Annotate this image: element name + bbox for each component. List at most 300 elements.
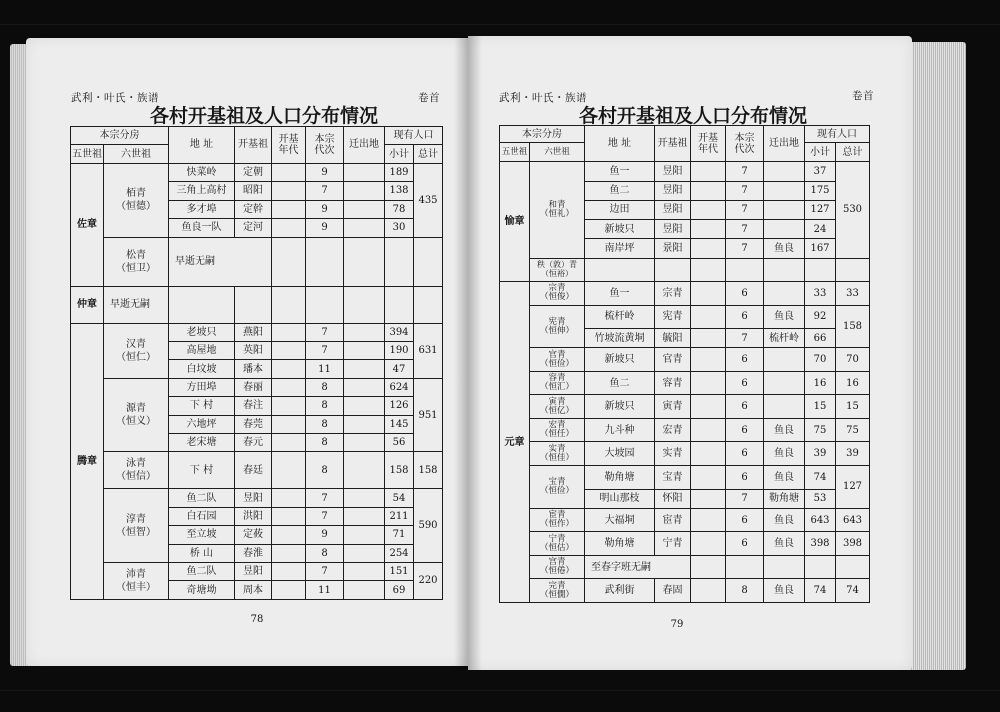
founder-cell: 春淮 — [235, 544, 272, 562]
subtotal-cell: 398 — [805, 532, 836, 556]
generation-cell: 7 — [306, 562, 344, 580]
header-population: 现有人口 — [385, 127, 443, 145]
generation-cell — [306, 237, 344, 286]
subtotal-cell: 56 — [385, 434, 414, 452]
founder-cell: 昱阳 — [235, 489, 272, 507]
total-cell: 631 — [414, 323, 443, 378]
header-moved-to: 迁出地 — [764, 126, 805, 162]
founder-cell: 昱阳 — [235, 562, 272, 580]
empty-cell — [235, 286, 272, 323]
founder-cell: 春莞 — [235, 415, 272, 433]
generation-cell: 9 — [306, 526, 344, 544]
moved-to-cell: 鱼良 — [764, 465, 805, 489]
running-title-left: 武利・叶氏・族谱 — [71, 92, 159, 104]
header-gen5: 五世祖 — [71, 145, 104, 163]
founder-cell: 春廷 — [235, 452, 272, 489]
address-cell: 白坟坡 — [169, 360, 235, 378]
moved-to-cell — [344, 526, 385, 544]
header-address: 地 址 — [169, 127, 235, 164]
moved-to-cell — [344, 452, 385, 489]
generation-cell: 7 — [306, 323, 344, 341]
generation-cell: 11 — [306, 360, 344, 378]
address-cell: 梳杆岭 — [585, 305, 655, 329]
era-cell — [272, 434, 306, 452]
era-cell — [691, 305, 726, 329]
table-row — [500, 418, 870, 442]
subtotal-cell: 66 — [805, 329, 836, 348]
address-cell: 新坡只 — [585, 220, 655, 239]
moved-to-cell — [344, 489, 385, 507]
generation-cell: 9 — [306, 219, 344, 237]
address-cell: 至春字班无嗣 — [585, 555, 691, 579]
header-subtotal: 小计 — [385, 145, 414, 163]
subtotal-cell: 74 — [805, 579, 836, 603]
moved-to-cell — [344, 341, 385, 359]
no-heir-note-cell: 早逝无嗣 — [104, 286, 169, 323]
moved-to-cell — [764, 200, 805, 219]
subtotal-cell: 254 — [385, 544, 414, 562]
subtotal-cell: 74 — [805, 465, 836, 489]
table-wood-seam — [0, 690, 1000, 691]
subtotal-cell: 624 — [385, 378, 414, 396]
moved-to-cell: 勒角塘 — [764, 489, 805, 508]
header-moved-to: 迁出地 — [344, 127, 385, 164]
moved-to-cell — [344, 415, 385, 433]
address-cell: 快菜岭 — [169, 163, 235, 181]
address-cell: 勒角塘 — [585, 532, 655, 556]
address-cell: 武利街 — [585, 579, 655, 603]
header-population: 现有人口 — [805, 126, 870, 143]
generation-cell: 6 — [726, 395, 764, 419]
subtotal-cell: 78 — [385, 200, 414, 218]
empty-cell — [169, 286, 235, 323]
subtotal-cell: 127 — [805, 200, 836, 219]
generation-cell: 6 — [726, 348, 764, 372]
generation-cell: 6 — [726, 371, 764, 395]
founder-cell: 官青 — [655, 348, 691, 372]
total-cell: 220 — [414, 562, 443, 599]
era-cell — [272, 163, 306, 181]
subtotal-cell: 37 — [805, 162, 836, 181]
moved-to-cell — [344, 163, 385, 181]
moved-to-cell — [344, 434, 385, 452]
address-cell: 奇塘坳 — [169, 581, 235, 600]
empty-cell — [385, 286, 414, 323]
address-cell: 勒角塘 — [585, 465, 655, 489]
table-row — [500, 258, 870, 282]
moved-to-cell: 梳杆岭 — [764, 329, 805, 348]
table-row — [500, 282, 870, 306]
total-cell — [836, 258, 870, 282]
generation-cell: 6 — [726, 418, 764, 442]
empty-cell — [344, 286, 385, 323]
subtotal-cell: 69 — [385, 581, 414, 600]
right-page-edges — [908, 42, 966, 670]
era-cell — [272, 219, 306, 237]
generation-cell — [726, 258, 764, 282]
moved-to-cell: 鱼良 — [764, 579, 805, 603]
moved-to-cell — [344, 323, 385, 341]
page-number-right: 79 — [670, 619, 684, 630]
generation-cell: 6 — [726, 282, 764, 306]
subtotal-cell: 145 — [385, 415, 414, 433]
era-cell — [272, 581, 306, 600]
table-row — [500, 348, 870, 372]
subtotal-cell: 175 — [805, 181, 836, 200]
generation-cell: 7 — [306, 341, 344, 359]
generation-cell: 7 — [306, 182, 344, 200]
era-cell — [691, 418, 726, 442]
address-cell: 鱼二 — [585, 371, 655, 395]
era-cell — [272, 544, 306, 562]
generation-cell: 7 — [726, 239, 764, 258]
era-cell — [691, 162, 726, 181]
founder-cell: 昱阳 — [655, 220, 691, 239]
generation-cell: 7 — [726, 162, 764, 181]
table-row — [500, 371, 870, 395]
address-cell: 鱼二 — [585, 181, 655, 200]
moved-to-cell — [764, 555, 805, 579]
total-cell: 643 — [836, 508, 870, 532]
address-cell: 至立坡 — [169, 526, 235, 544]
founder-cell: 宏青 — [655, 418, 691, 442]
running-title-right: 武利・叶氏・族谱 — [499, 92, 587, 104]
generation-cell: 11 — [306, 581, 344, 600]
era-cell — [691, 239, 726, 258]
founder-cell: 昱阳 — [655, 181, 691, 200]
header-generation: 本宗 代次 — [306, 127, 344, 164]
founder-cell: 春固 — [655, 579, 691, 603]
address-cell: 鱼一 — [585, 282, 655, 306]
era-cell — [691, 371, 726, 395]
gen6-ancestor-cell: 汉青 （恒仁） — [104, 323, 169, 378]
total-cell: 15 — [836, 395, 870, 419]
generation-cell: 7 — [726, 220, 764, 239]
era-cell — [272, 507, 306, 525]
generation-cell: 7 — [726, 181, 764, 200]
founder-cell: 周本 — [235, 581, 272, 600]
address-cell: 六地坪 — [169, 415, 235, 433]
era-cell — [272, 237, 306, 286]
address-cell: 多才埠 — [169, 200, 235, 218]
address-cell: 边田 — [585, 200, 655, 219]
era-cell — [691, 532, 726, 556]
gen6-ancestor-cell: 宦青 （恒作） — [530, 508, 585, 532]
gen6-ancestor-cell: 源青 （恒义） — [104, 378, 169, 452]
subtotal-cell: 47 — [385, 360, 414, 378]
table-row — [500, 162, 870, 181]
total-cell: 951 — [414, 378, 443, 452]
subtotal-cell: 54 — [385, 489, 414, 507]
table-row — [71, 286, 443, 323]
address-cell: 下 村 — [169, 397, 235, 415]
gen5-ancestor-cell: 佐章 — [71, 163, 104, 286]
moved-to-cell — [764, 162, 805, 181]
generation-cell: 8 — [306, 415, 344, 433]
total-cell: 16 — [836, 371, 870, 395]
founder-cell: 昱阳 — [655, 162, 691, 181]
subtotal-cell — [805, 555, 836, 579]
founder-cell: 宝青 — [655, 465, 691, 489]
subtotal-cell: 643 — [805, 508, 836, 532]
subtotal-cell: 138 — [385, 182, 414, 200]
total-cell: 158 — [836, 305, 870, 348]
moved-to-cell — [344, 237, 385, 286]
subtotal-cell: 158 — [385, 452, 414, 489]
page-title-right: 各村开基祖及人口分布情况 — [578, 105, 807, 127]
founder-cell: 春元 — [235, 434, 272, 452]
total-cell: 435 — [414, 163, 443, 237]
moved-to-cell — [764, 371, 805, 395]
era-cell — [691, 465, 726, 489]
moved-to-cell: 鱼良 — [764, 418, 805, 442]
gen5-ancestor-cell: 腾章 — [71, 323, 104, 600]
generation-cell: 8 — [306, 378, 344, 396]
era-cell — [272, 360, 306, 378]
address-cell: 早逝无嗣 — [169, 237, 272, 286]
table-row — [500, 395, 870, 419]
moved-to-cell — [344, 182, 385, 200]
gen6-ancestor-cell: 淳青 （恒智） — [104, 489, 169, 563]
subtotal-cell: 16 — [805, 371, 836, 395]
header-founder: 开基祖 — [235, 127, 272, 164]
table-row — [71, 163, 443, 181]
subtotal-cell: 75 — [805, 418, 836, 442]
era-cell — [272, 489, 306, 507]
address-cell: 大坡园 — [585, 442, 655, 466]
subtotal-cell: 190 — [385, 341, 414, 359]
address-cell: 下 村 — [169, 452, 235, 489]
gen6-ancestor-cell: 官青 （恒俭） — [530, 348, 585, 372]
moved-to-cell — [764, 258, 805, 282]
era-cell — [691, 442, 726, 466]
table-row — [500, 442, 870, 466]
founder-cell: 春丽 — [235, 378, 272, 396]
generation-cell: 7 — [306, 489, 344, 507]
era-cell — [691, 395, 726, 419]
address-cell: 南岸坪 — [585, 239, 655, 258]
address-cell: 鱼二队 — [169, 562, 235, 580]
table-row — [500, 508, 870, 532]
generation-cell: 8 — [306, 434, 344, 452]
founder-cell: 燕阳 — [235, 323, 272, 341]
founder-cell: 寅青 — [655, 395, 691, 419]
subtotal-cell: 71 — [385, 526, 414, 544]
header-gen6: 六世祖 — [104, 145, 169, 163]
table-row — [500, 555, 870, 579]
population-table-left — [70, 126, 443, 600]
address-cell: 桥 山 — [169, 544, 235, 562]
table-row — [500, 465, 870, 489]
era-cell — [691, 181, 726, 200]
subtotal-cell: 33 — [805, 282, 836, 306]
table-row — [71, 452, 443, 489]
header-total: 总计 — [414, 145, 443, 163]
founder-cell: 春注 — [235, 397, 272, 415]
address-cell: 老宋塘 — [169, 434, 235, 452]
gen5-ancestor-cell: 元章 — [500, 282, 530, 603]
era-cell — [691, 329, 726, 348]
founder-cell: 洪阳 — [235, 507, 272, 525]
subtotal-cell: 394 — [385, 323, 414, 341]
empty-cell — [272, 286, 306, 323]
founder-cell: 宗青 — [655, 282, 691, 306]
era-cell — [691, 348, 726, 372]
total-cell: 398 — [836, 532, 870, 556]
generation-cell — [726, 555, 764, 579]
gen6-ancestor-cell: 容青 （恒汇） — [530, 371, 585, 395]
founder-cell: 怀阳 — [655, 489, 691, 508]
section-label-left: 卷首 — [418, 92, 440, 104]
header-subtotal: 小计 — [805, 143, 836, 162]
moved-to-cell — [764, 181, 805, 200]
total-cell: 74 — [836, 579, 870, 603]
address-cell: 竹坡流黄垌 — [585, 329, 655, 348]
moved-to-cell: 鱼良 — [764, 239, 805, 258]
era-cell — [272, 526, 306, 544]
gen6-ancestor-cell: 寅青 （恒亿） — [530, 395, 585, 419]
subtotal-cell: 15 — [805, 395, 836, 419]
address-cell: 方田埠 — [169, 378, 235, 396]
address-cell: 老坡只 — [169, 323, 235, 341]
era-cell — [272, 452, 306, 489]
total-cell: 75 — [836, 418, 870, 442]
address-cell: 三角上高村 — [169, 182, 235, 200]
total-cell: 33 — [836, 282, 870, 306]
era-cell — [691, 282, 726, 306]
founder-cell: 定幹 — [235, 200, 272, 218]
moved-to-cell — [764, 348, 805, 372]
header-group-branch: 本宗分房 — [500, 126, 585, 143]
gen6-ancestor-cell: 松青 （恒卫） — [104, 237, 169, 286]
address-cell: 鱼二队 — [169, 489, 235, 507]
subtotal-cell: 126 — [385, 397, 414, 415]
population-table-right — [499, 125, 870, 603]
generation-cell: 9 — [306, 163, 344, 181]
table-row — [500, 305, 870, 329]
generation-cell: 6 — [726, 442, 764, 466]
address-cell: 新坡只 — [585, 348, 655, 372]
era-cell — [691, 220, 726, 239]
gen6-ancestor-cell: 秩（敦）青 （恒裕） — [530, 258, 585, 282]
header-era: 开基 年代 — [272, 127, 306, 164]
subtotal-cell: 30 — [385, 219, 414, 237]
gen6-ancestor-cell: 实青 （恒佳） — [530, 442, 585, 466]
address-cell: 鱼一 — [585, 162, 655, 181]
subtotal-cell: 167 — [805, 239, 836, 258]
era-cell — [272, 341, 306, 359]
era-cell — [272, 397, 306, 415]
founder-cell: 景阳 — [655, 239, 691, 258]
founder-cell: 璠本 — [235, 360, 272, 378]
empty-cell — [306, 286, 344, 323]
era-cell — [272, 323, 306, 341]
total-cell — [414, 237, 443, 286]
founder-cell: 实青 — [655, 442, 691, 466]
gen6-ancestor-cell: 宫青 （恒倦） — [530, 555, 585, 579]
founder-cell — [655, 258, 691, 282]
page-title-left: 各村开基祖及人口分布情况 — [149, 105, 378, 127]
subtotal-cell: 24 — [805, 220, 836, 239]
address-cell: 明山那枝 — [585, 489, 655, 508]
generation-cell: 6 — [726, 305, 764, 329]
founder-cell: 昭阳 — [235, 182, 272, 200]
founder-cell: 宪青 — [655, 305, 691, 329]
era-cell — [272, 200, 306, 218]
moved-to-cell — [344, 562, 385, 580]
moved-to-cell: 鱼良 — [764, 305, 805, 329]
address-cell: 新坡只 — [585, 395, 655, 419]
moved-to-cell — [344, 507, 385, 525]
subtotal-cell — [805, 258, 836, 282]
gen6-ancestor-cell: 宁青 （恒估） — [530, 532, 585, 556]
book-spine — [454, 36, 482, 670]
address-cell: 鱼良一队 — [169, 219, 235, 237]
subtotal-cell: 53 — [805, 489, 836, 508]
generation-cell: 6 — [726, 508, 764, 532]
moved-to-cell: 鱼良 — [764, 532, 805, 556]
header-generation: 本宗 代次 — [726, 126, 764, 162]
header-total: 总计 — [836, 143, 870, 162]
subtotal-cell: 189 — [385, 163, 414, 181]
gen6-ancestor-cell: 宪青 （恒伸） — [530, 305, 585, 348]
gen6-ancestor-cell: 和青 （恒礼） — [530, 162, 585, 258]
table-row — [71, 378, 443, 396]
subtotal-cell: 39 — [805, 442, 836, 466]
generation-cell: 7 — [726, 329, 764, 348]
address-cell: 大福垌 — [585, 508, 655, 532]
address-cell — [585, 258, 655, 282]
era-cell — [691, 555, 726, 579]
founder-cell: 容青 — [655, 371, 691, 395]
gen6-ancestor-cell: 宗青 （恒俊） — [530, 282, 585, 306]
gen6-ancestor-cell: 泳青 （恒信） — [104, 452, 169, 489]
table-row — [500, 579, 870, 603]
moved-to-cell — [764, 282, 805, 306]
header-era: 开基 年代 — [691, 126, 726, 162]
address-cell: 白石园 — [169, 507, 235, 525]
generation-cell: 8 — [306, 544, 344, 562]
era-cell — [691, 508, 726, 532]
era-cell — [691, 258, 726, 282]
table-row — [71, 562, 443, 580]
founder-cell: 宦青 — [655, 508, 691, 532]
total-cell — [836, 555, 870, 579]
page-number-left: 78 — [250, 614, 264, 625]
table-row — [71, 323, 443, 341]
moved-to-cell — [344, 581, 385, 600]
subtotal-cell — [385, 237, 414, 286]
founder-cell: 定莜 — [235, 526, 272, 544]
table-row — [500, 532, 870, 556]
subtotal-cell: 211 — [385, 507, 414, 525]
table-row — [71, 237, 443, 274]
subtotal-cell: 151 — [385, 562, 414, 580]
era-cell — [691, 489, 726, 508]
moved-to-cell — [344, 360, 385, 378]
generation-cell: 7 — [726, 489, 764, 508]
gen5-ancestor-cell: 愉章 — [500, 162, 530, 282]
generation-cell: 7 — [726, 200, 764, 219]
total-cell: 127 — [836, 465, 870, 508]
total-cell: 530 — [836, 162, 870, 258]
era-cell — [272, 182, 306, 200]
era-cell — [272, 415, 306, 433]
era-cell — [272, 562, 306, 580]
header-group-branch: 本宗分房 — [71, 127, 169, 145]
generation-cell: 8 — [306, 452, 344, 489]
gen5-ancestor-cell: 仲章 — [71, 286, 104, 323]
